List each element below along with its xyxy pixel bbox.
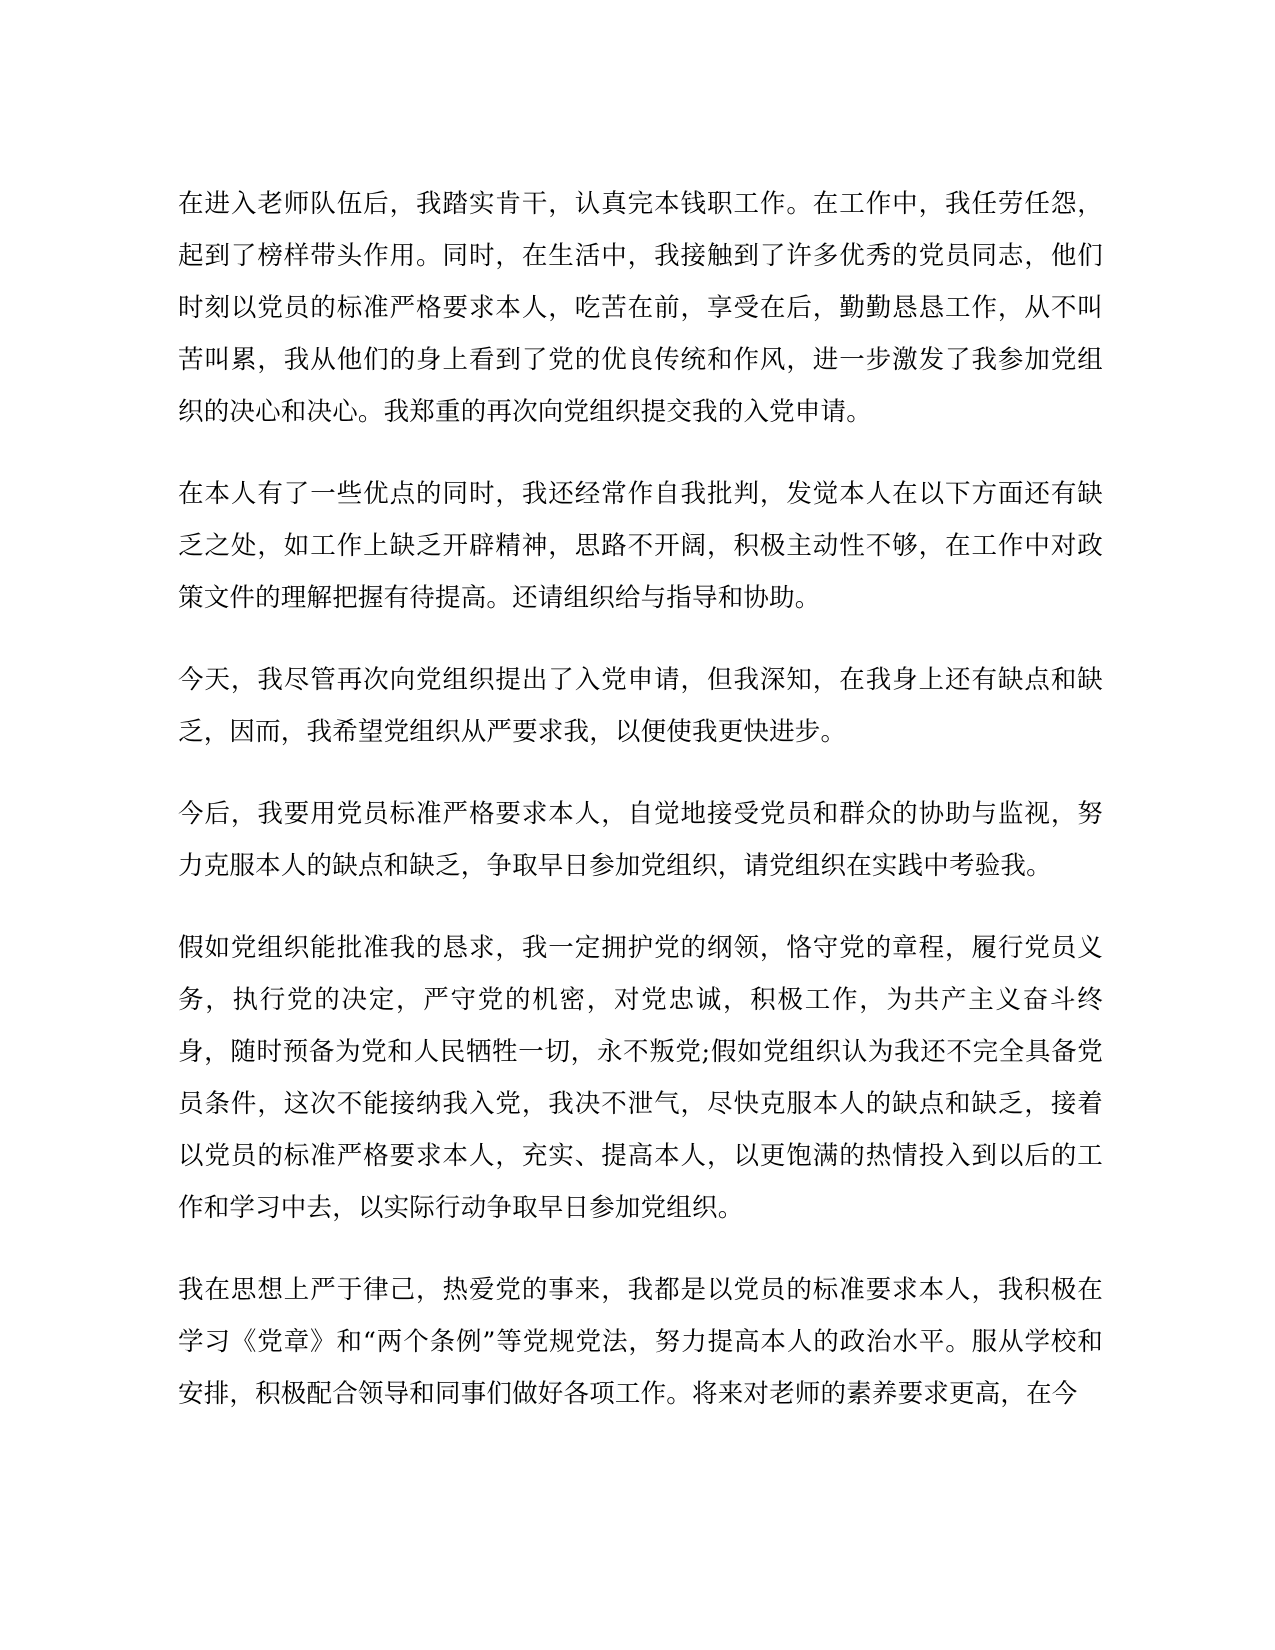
paragraph: 在进入老师队伍后，我踏实肯干，认真完本钱职工作。在工作中，我任劳任怨，起到了榜样带头作用。同时，在生活中，我接触到了许多优秀的党员同志，他们时刻以党员的标准严格要求本人，吃苦在前，享受在后，勤勤恳恳工作，从不叫苦叫累，我从他们的身上看到了党的优良传统和作风，进一步激发了我参加党组织的决心和决心。我郑重的再次向党组织提交我的入党申请。 <box>178 189 1103 427</box>
paragraph: 今天，我尽管再次向党组织提出了入党申请，但我深知，在我身上还有缺点和缺乏，因而，我希望党组织从严要求我，以便使我更快进步。 <box>178 665 1103 747</box>
paragraph: 我在思想上严于律己，热爱党的事来，我都是以党员的标准要求本人，我积极在学习《党章》和“两个条例”等党规党法，努力提高本人的政治水平。服从学校和安排，积极配合领导和同事们做好各项工作。将来对老师的素养要求更高，在今 <box>178 1275 1103 1409</box>
paragraph: 在本人有了一些优点的同时，我还经常作自我批判，发觉本人在以下方面还有缺乏之处，如工作上缺乏开辟精神，思路不开阔，积极主动性不够，在工作中对政策文件的理解把握有待提高。还请组织给与指导和协助。 <box>178 479 1103 613</box>
paragraph: 今后，我要用党员标准严格要求本人，自觉地接受党员和群众的协助与监视，努力克服本人的缺点和缺乏，争取早日参加党组织，请党组织在实践中考验我。 <box>178 799 1103 881</box>
document-body <box>178 178 1103 1420</box>
paragraph: 假如党组织能批准我的恳求，我一定拥护党的纲领，恪守党的章程，履行党员义务，执行党的决定，严守党的机密，对党忠诚，积极工作，为共产主义奋斗终身，随时预备为党和人民牺牲一切，永不叛党;假如党组织认为我还不完全具备党员条件，这次不能接纳我入党，我决不泄气，尽快克服本人的缺点和缺乏，接着以党员的标准严格要求本人，充实、提高本人，以更饱满的热情投入到以后的工作和学习中去，以实际行动争取早日参加党组织。 <box>178 933 1103 1223</box>
